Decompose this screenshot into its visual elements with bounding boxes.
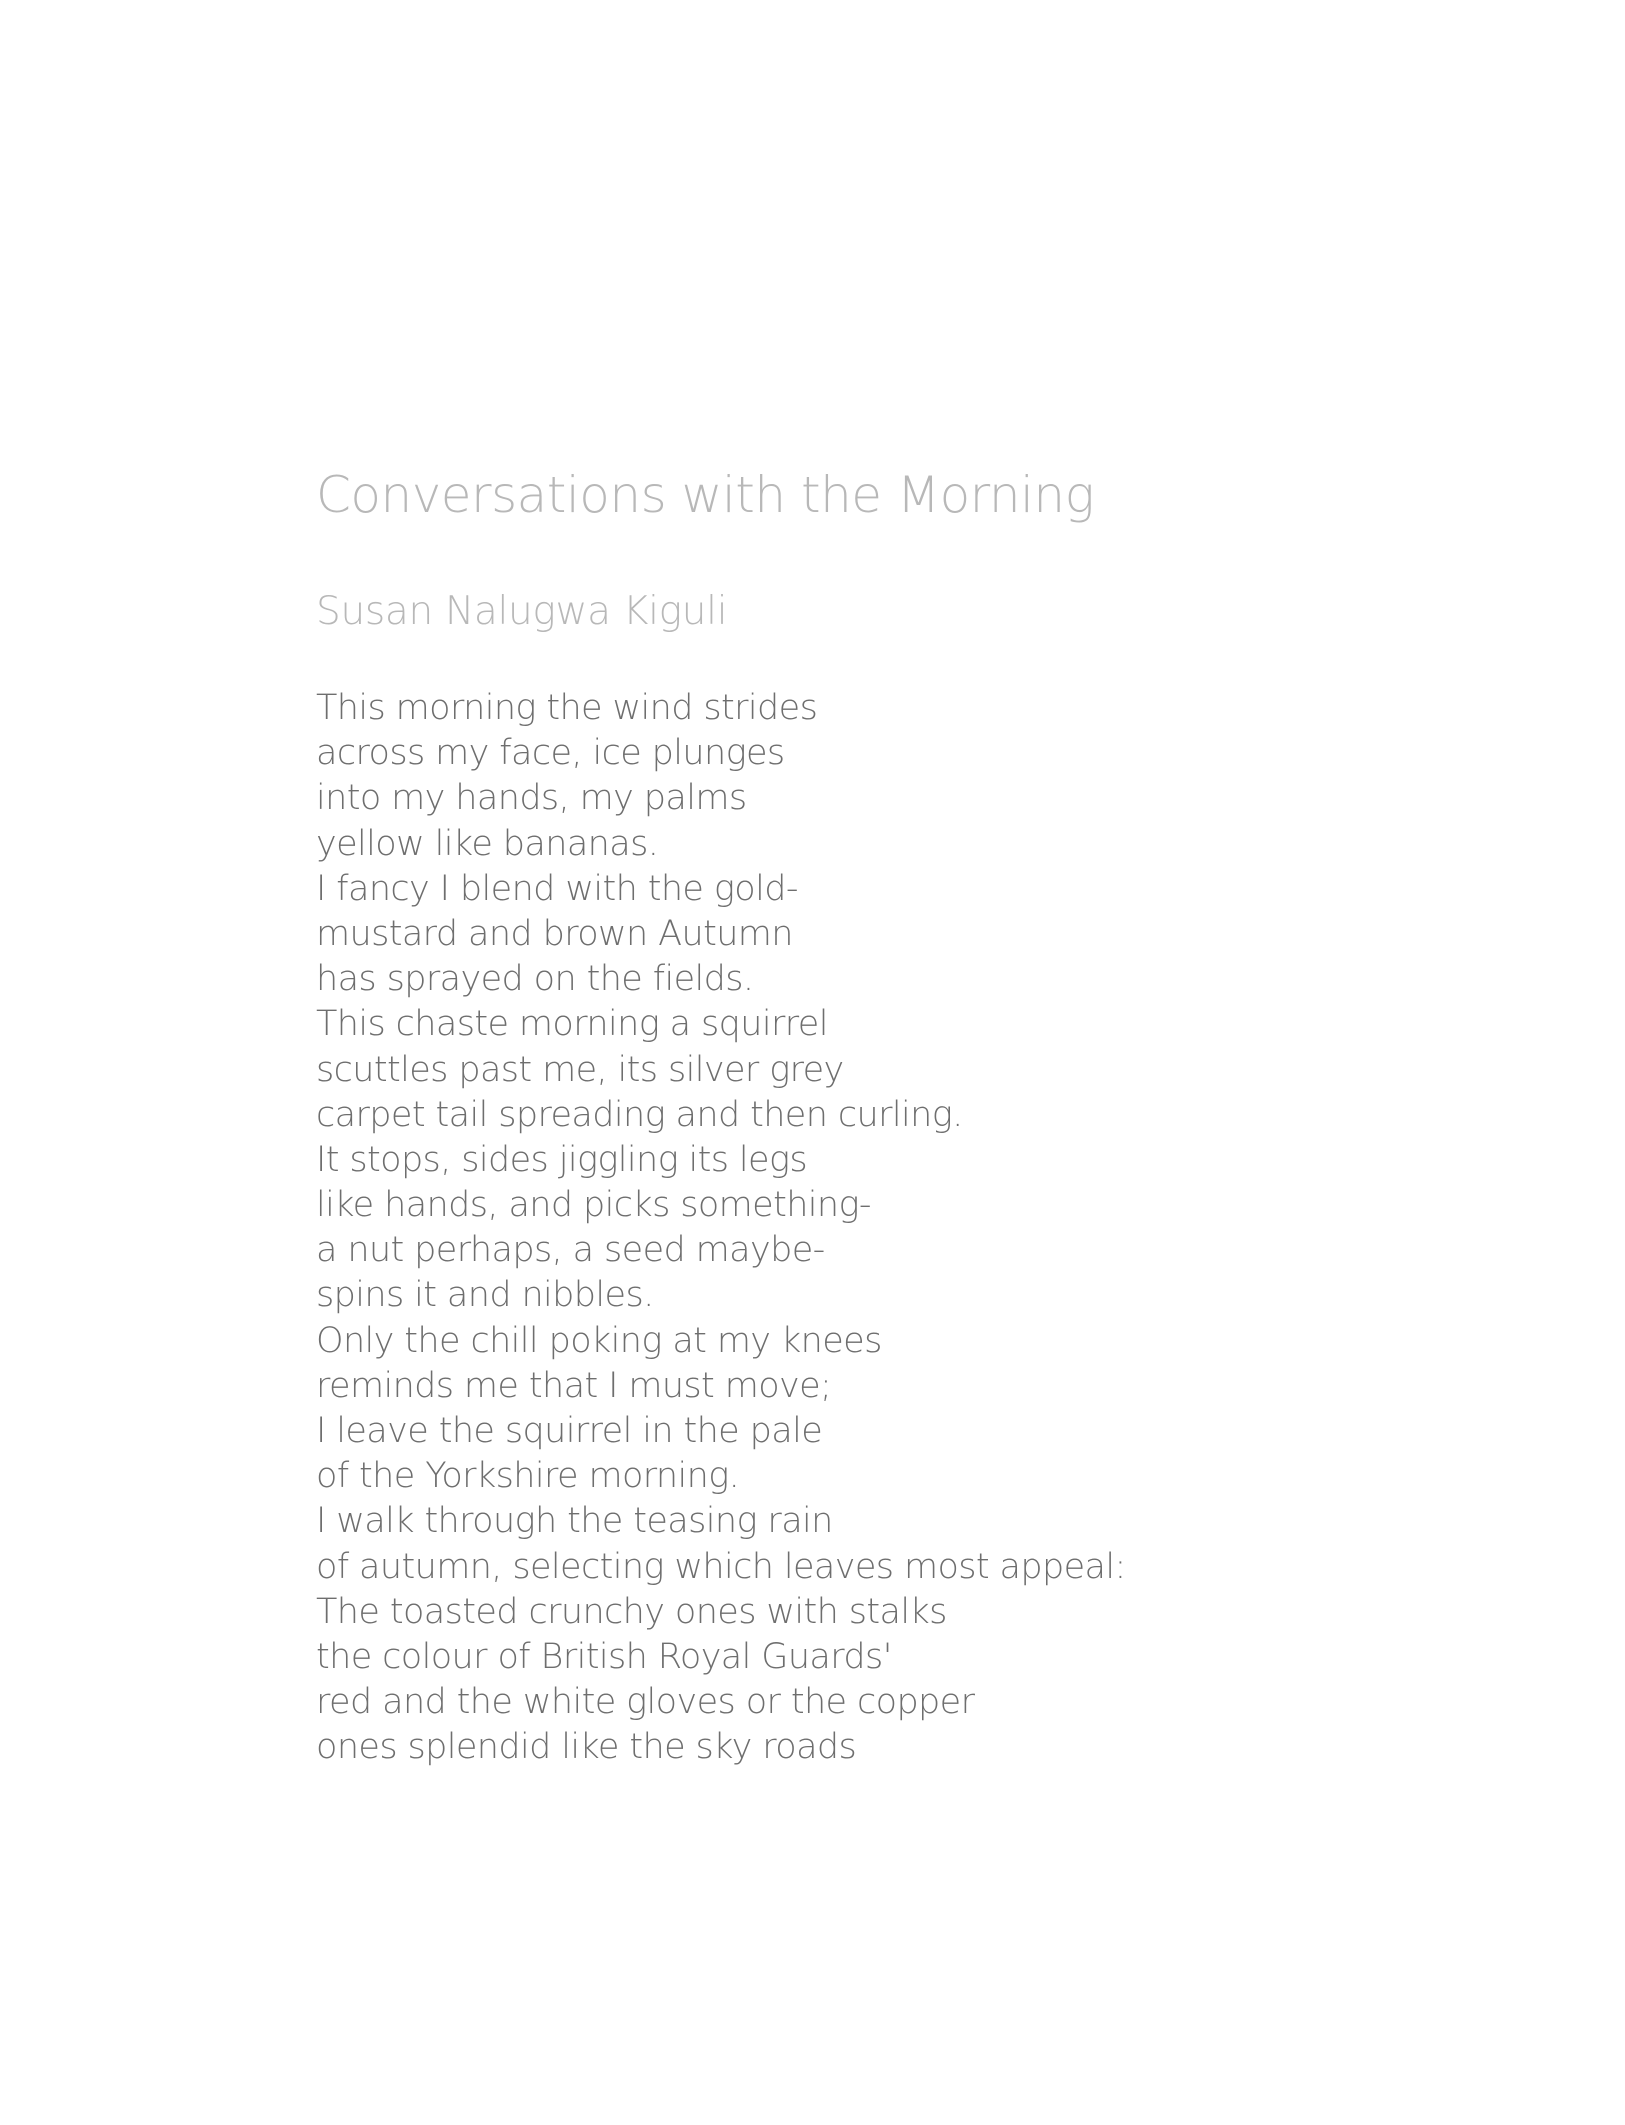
poem-line: red and the white gloves or the copper (316, 1682, 975, 1723)
poem-line: like hands, and picks something- (316, 1185, 871, 1226)
poem-line: yellow like bananas. (316, 823, 659, 864)
poem-line: the colour of British Royal Guards' (316, 1636, 892, 1677)
poem-line: This chaste morning a squirrel (316, 1004, 828, 1045)
poem-body (316, 686, 1126, 1771)
poem-line: mustard and brown Autumn (316, 913, 793, 954)
poem-author: Susan Nalugwa Kiguli (316, 589, 728, 634)
poem-line: into my hands, my palms (316, 778, 747, 819)
poem-line: has sprayed on the fields. (316, 959, 754, 1000)
poem-line: It stops, sides jiggling its legs (316, 1139, 808, 1180)
poem-line: carpet tail spreading and then curling. (316, 1094, 963, 1135)
poem-line: This morning the wind strides (316, 688, 818, 728)
poem-line: a nut perhaps, a seed maybe- (316, 1230, 825, 1271)
poem-line: of the Yorkshire morning. (316, 1456, 740, 1497)
poem-line: I fancy I blend with the gold- (316, 868, 798, 909)
poem-title: Conversations with the Morning (316, 466, 1095, 524)
poem-line: ones splendid like the sky roads (316, 1727, 857, 1768)
poem-line: scuttles past me, its silver grey (316, 1049, 844, 1090)
poem-line: across my face, ice plunges (316, 733, 785, 774)
poem-line: Only the chill poking at my knees (316, 1320, 882, 1361)
poem-line: spins it and nibbles. (316, 1275, 654, 1316)
poem-line: I leave the squirrel in the pale (316, 1411, 823, 1451)
poem-line: The toasted crunchy ones with stalks (316, 1591, 947, 1632)
poem-line: I walk through the teasing rain (316, 1501, 833, 1542)
poem-line: of autumn, selecting which leaves most appeal: (316, 1546, 1126, 1587)
poem-line: reminds me that I must move; (316, 1365, 832, 1406)
